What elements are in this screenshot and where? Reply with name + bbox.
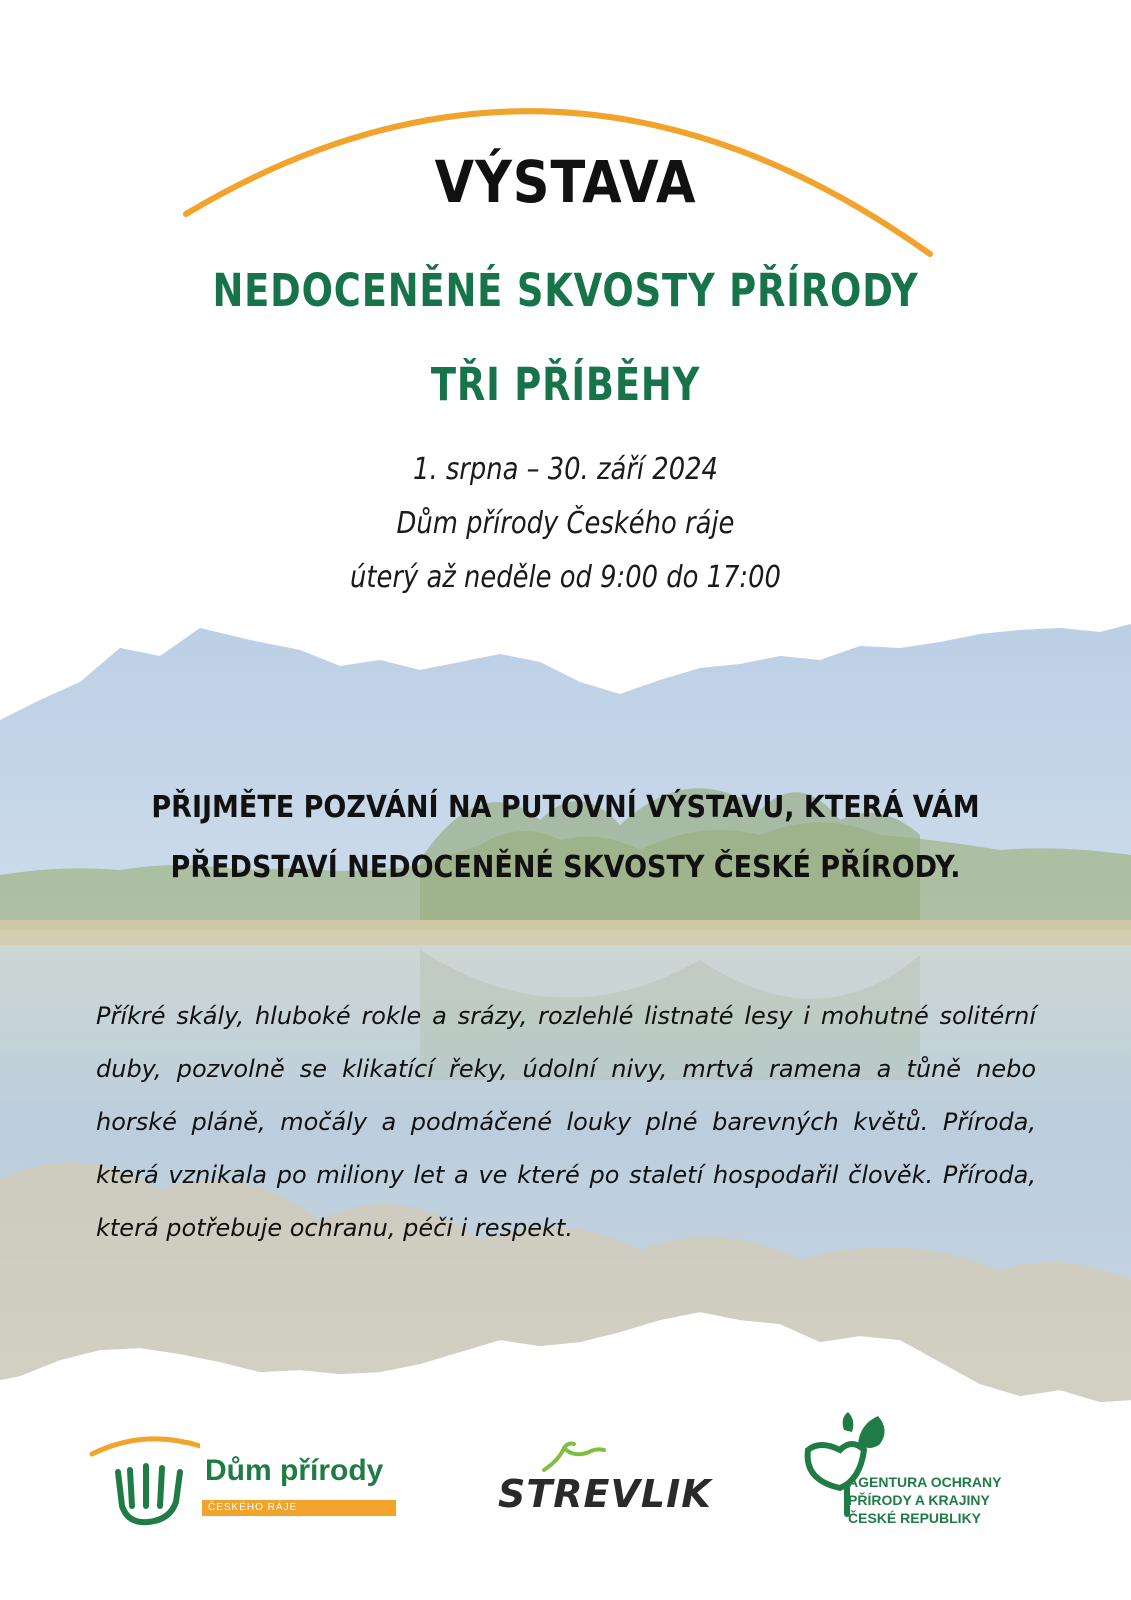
dum-prirody-name: Dům přírody xyxy=(205,1454,384,1487)
exhibition-name: NEDOCENĚNÉ SKVOSTY PŘÍRODY xyxy=(212,264,919,317)
invitation-line-1: PŘIJMĚTE POZVÁNÍ NA PUTOVNÍ VÝSTAVU, KTERÁ VÁM xyxy=(151,790,980,825)
description-paragraph: Příkré skály, hluboké rokle a srázy, rozlehlé listnaté lesy i mohutné solitérní duby, pozvolně se klikatící řeky, údolní nivy, mrtvá ramena a tůně nebo horské pláně, močály a podmáčené louky plné barevných květů. Příroda, která vznikala po miliony let a ve které po staletí hospodařil člověk. Příroda, která potřebuje ochranu, péči i respekt. xyxy=(96,1002,1036,1242)
aopk-line-3: ČESKÉ REPUBLIKY xyxy=(848,1510,982,1526)
event-venue: Dům přírody Českého ráje xyxy=(396,506,735,541)
strevlik-name: STREVLIK xyxy=(498,1472,712,1516)
page-title: VÝSTAVA xyxy=(434,148,697,216)
strevlik-logo xyxy=(494,1438,712,1528)
event-hours: úterý až neděle od 9:00 do 17:00 xyxy=(350,560,781,595)
dum-prirody-subtitle: ČESKÉHO RÁJE xyxy=(202,1500,396,1516)
event-dates: 1. srpna – 30. září 2024 xyxy=(413,452,718,487)
invitation-heading xyxy=(111,778,1021,898)
aopk-name xyxy=(848,1473,1048,1527)
dum-prirody-logo xyxy=(88,1432,398,1532)
hand-icon xyxy=(88,1432,200,1532)
invitation-line-2: PŘEDSTAVÍ NEDOCENĚNÉ SKVOSTY ČESKÉ PŘÍRODY. xyxy=(170,850,961,885)
aopk-line-2: PŘÍRODY A KRAJINY xyxy=(848,1492,990,1508)
aopk-line-1: AGENTURA OCHRANY xyxy=(848,1474,1002,1490)
aopk-logo xyxy=(800,1410,1050,1540)
decorative-orange-arc xyxy=(0,0,1131,280)
exhibition-subtitle: TŘI PŘÍBĚHY xyxy=(430,358,701,411)
